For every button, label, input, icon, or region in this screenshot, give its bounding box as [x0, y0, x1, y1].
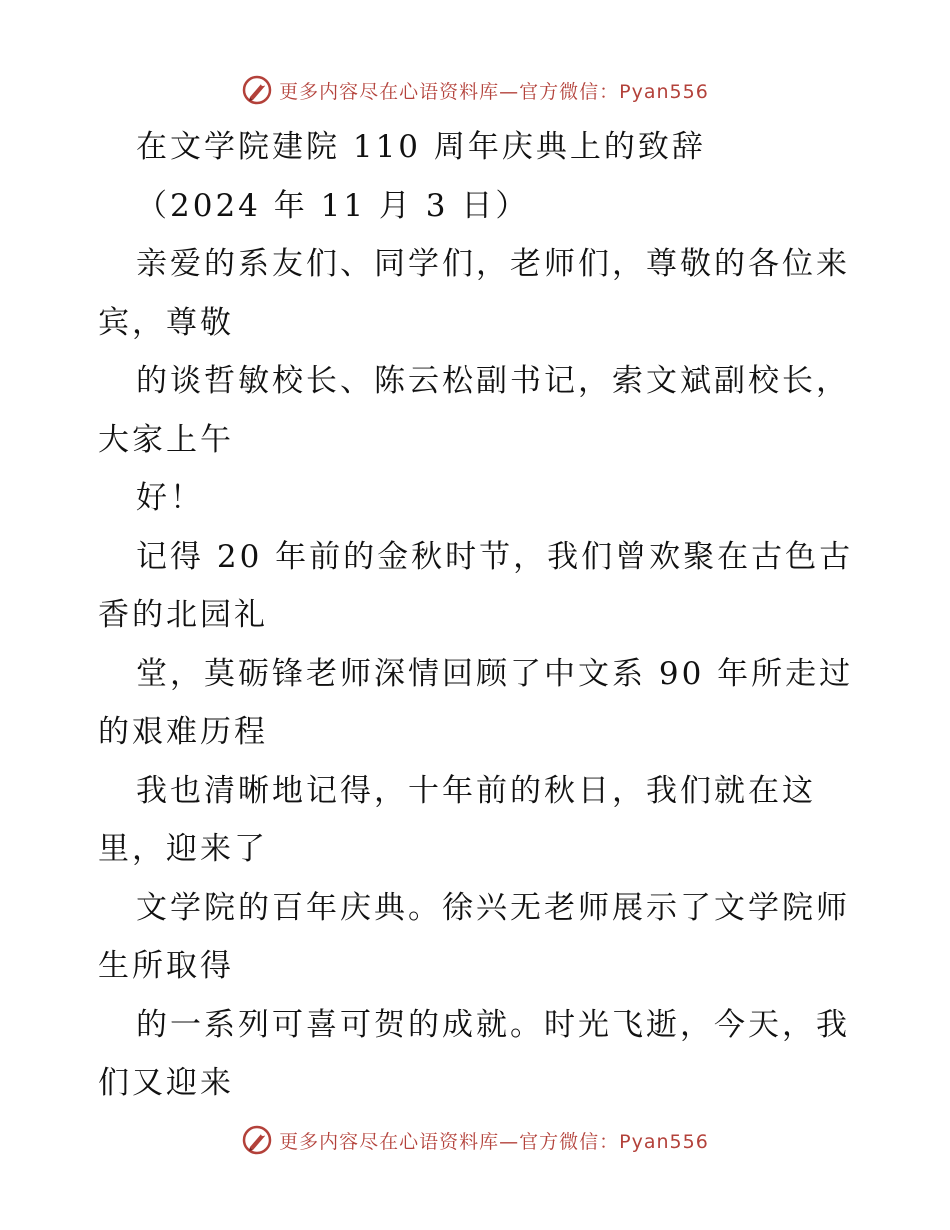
pen-logo-icon	[241, 1124, 273, 1156]
text-line: 文学院的百年庆典。徐兴无老师展示了文学院师	[136, 889, 850, 926]
text-line: 在文学院建院 110 周年庆典上的致辞	[136, 129, 706, 165]
text-line: （2024 年 11 月 3 日）	[136, 187, 530, 224]
text-line: 的谈哲敏校长、陈云松副书记，索文斌副校长，	[136, 363, 850, 399]
text-line: 香的北园礼	[98, 597, 268, 633]
text-line: 我也清晰地记得，十年前的秋日，我们就在这	[136, 772, 816, 809]
text-line: 记得 20 年前的金秋时节，我们曾欢聚在古色古	[136, 538, 854, 575]
footer-watermark-banner	[0, 1120, 950, 1160]
text-line: 里，迎来了	[98, 831, 268, 867]
footer-watermark	[241, 1124, 709, 1156]
text-line: 的一系列可喜可贺的成就。时光飞逝，今天，我	[136, 1006, 850, 1043]
text-line: 堂，莫砺锋老师深情回顾了中文系 90 年所走过	[136, 655, 854, 692]
header-watermark-banner	[0, 70, 950, 110]
document-body	[98, 118, 858, 1113]
text-line: 宾，尊敬	[98, 304, 234, 341]
watermark-text: 更多内容尽在心语资料库—官方微信：Pyan556	[279, 1130, 709, 1153]
text-line: 大家上午	[98, 421, 234, 458]
text-line: 好！	[136, 480, 204, 516]
pen-logo-icon	[241, 74, 273, 106]
text-line: 生所取得	[98, 948, 234, 984]
watermark-text: 更多内容尽在心语资料库—官方微信：Pyan556	[279, 80, 709, 103]
text-line: 亲爱的系友们、同学们，老师们，尊敬的各位来	[136, 246, 850, 282]
header-watermark	[241, 74, 709, 106]
text-line: 们又迎来	[98, 1065, 234, 1101]
text-line: 的艰难历程	[98, 714, 268, 750]
